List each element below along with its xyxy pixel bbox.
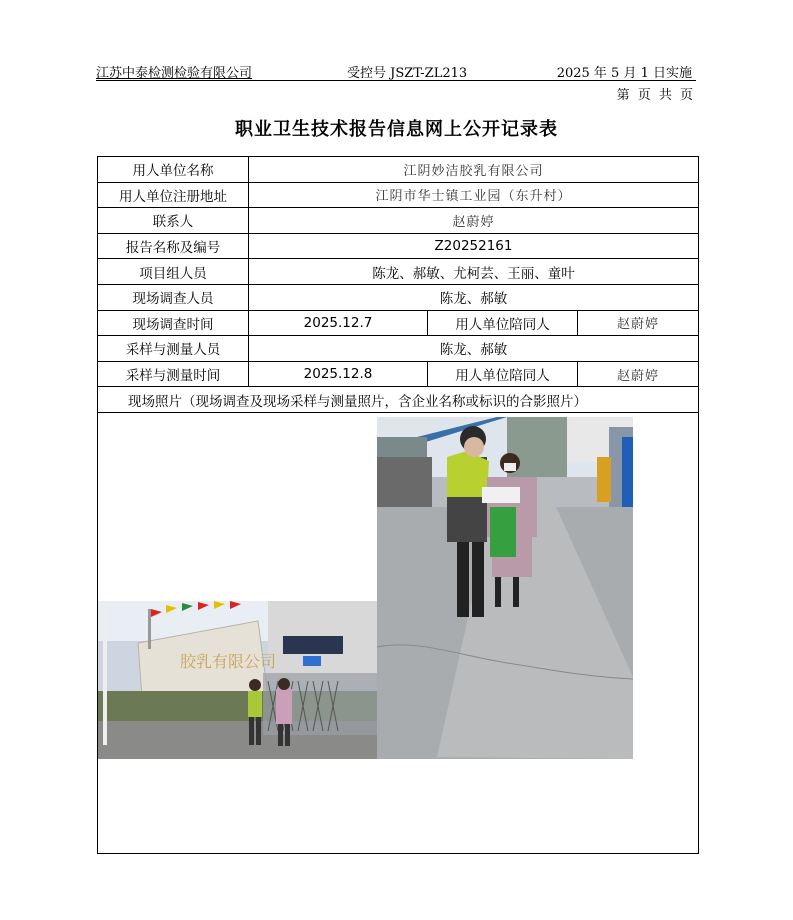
page-number: 第 页 共 页 — [616, 88, 695, 103]
table-row — [98, 182, 699, 208]
site-photo-sampling — [377, 417, 633, 759]
sampling-escort-label: 用人单位陪同人 — [428, 361, 578, 387]
table-row — [98, 361, 699, 387]
table-row — [98, 259, 699, 285]
table-row — [98, 412, 699, 853]
photos-header: 现场照片（现场调查及现场采样与测量照片，含企业名称或标识的合影照片） — [98, 387, 699, 413]
report-value: Z20252161 — [249, 233, 699, 259]
table-row — [98, 336, 699, 362]
table-row — [98, 387, 699, 413]
document-header — [96, 62, 696, 81]
employer-name-value: 江阴妙洁胶乳有限公司 — [249, 157, 699, 183]
survey-escort-value: 赵蔚婷 — [578, 310, 699, 336]
sampling-escort-value: 赵蔚婷 — [578, 361, 699, 387]
table-row — [98, 233, 699, 259]
sampling-staff-value: 陈龙、郝敏 — [249, 336, 699, 362]
sampling-staff-label: 采样与测量人员 — [98, 336, 249, 362]
svg-text:胶乳有限公司: 胶乳有限公司 — [180, 651, 277, 671]
survey-escort-label: 用人单位陪同人 — [428, 310, 578, 336]
header-effective-date: 2025 年 5 月 1 日实施 — [556, 66, 692, 81]
survey-staff-value: 陈龙、郝敏 — [249, 284, 699, 310]
photos-cell — [98, 412, 699, 853]
employer-address-value: 江阴市华士镇工业园（东升村） — [249, 182, 699, 208]
table-row — [98, 310, 699, 336]
page-title: 职业卫生技术报告信息网上公开记录表 — [235, 119, 558, 140]
table-row — [98, 208, 699, 234]
table-row — [98, 284, 699, 310]
survey-time-label: 现场调查时间 — [98, 310, 249, 336]
table-row — [98, 157, 699, 183]
header-company: 江苏中泰检测检验有限公司 — [96, 66, 253, 81]
employer-name-label: 用人单位名称 — [98, 157, 249, 183]
project-members-value: 陈龙、郝敏、尤柯芸、王丽、童叶 — [249, 259, 699, 285]
sampling-time-label: 采样与测量时间 — [98, 361, 249, 387]
record-table — [97, 156, 699, 854]
contact-value: 赵蔚婷 — [249, 208, 699, 234]
project-members-label: 项目组人员 — [98, 259, 249, 285]
contact-label: 联系人 — [98, 208, 249, 234]
header-control-number: 受控号 JSZT-ZL213 — [347, 66, 468, 81]
survey-time-value: 2025.12.7 — [249, 310, 428, 336]
site-photo-company-sign — [98, 601, 377, 759]
report-label: 报告名称及编号 — [98, 233, 249, 259]
survey-staff-label: 现场调查人员 — [98, 284, 249, 310]
employer-address-label: 用人单位注册地址 — [98, 182, 249, 208]
sampling-time-value: 2025.12.8 — [249, 361, 428, 387]
